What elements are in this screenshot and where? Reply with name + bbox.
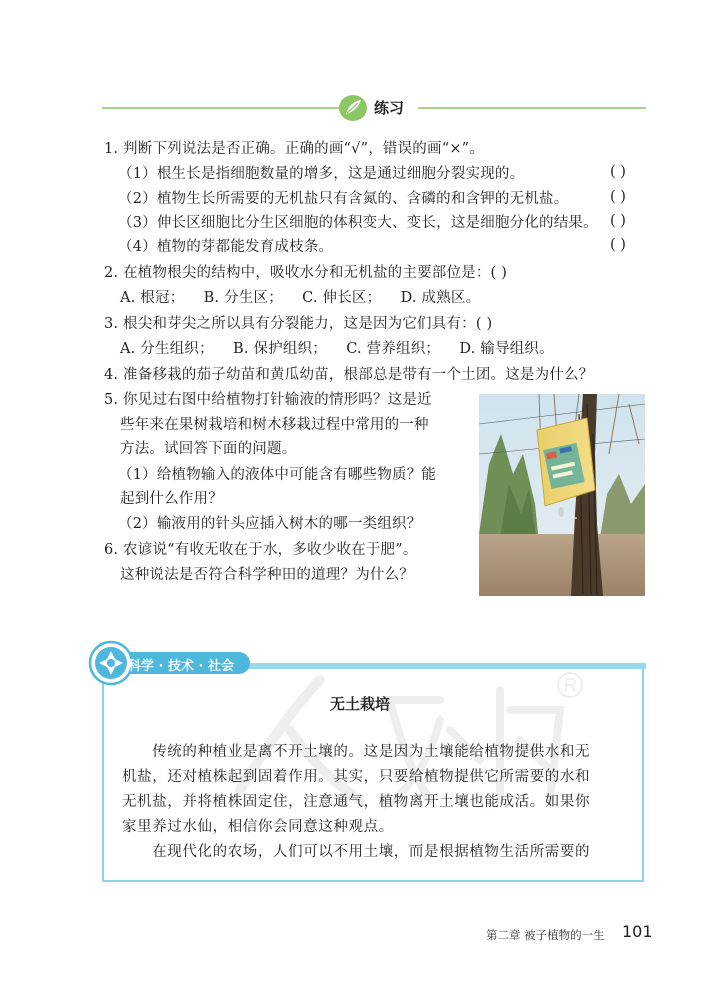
- exercise-divider-right: [418, 107, 646, 109]
- sts-para-line-3: 无机盐，并将植株固定住，注意通气，植物离开土壤也能成活。如果你: [122, 794, 591, 810]
- q2-options: A. 根冠； B. 分生区； C. 伸长区； D. 成熟区。: [120, 290, 481, 306]
- sts-para-line-4: 家里养过水仙，相信你会同意这种观点。: [122, 819, 394, 835]
- q1-blank-3[interactable]: ( ): [610, 213, 626, 229]
- q1-item-2: （2）植物生长所需要的无机盐只有含氮的、含磷的和含钾的无机盐。: [118, 191, 569, 207]
- sts-para-line-1: 传统的种植业是离不开土壤的。这是因为土壤能给植物提供水和无: [122, 744, 591, 760]
- sts-title: 无土栽培: [329, 695, 390, 713]
- q2-stem: 2. 在植物根尖的结构中，吸收水分和无机盐的主要部位是：( ): [104, 265, 508, 281]
- tree-infusion-photo: [479, 394, 645, 596]
- pencil-leaf-icon: [338, 94, 368, 122]
- q1-blank-1[interactable]: ( ): [610, 164, 626, 180]
- page-number: 101: [622, 922, 653, 941]
- q1-item-1: （1）根生长是指细胞数量的增多，这是通过细胞分裂实现的。: [118, 166, 525, 182]
- q5-line-2: 些年来在果树栽培和树木移栽过程中常用的一种: [120, 417, 429, 433]
- footer-chapter: 第二章 被子植物的一生: [486, 928, 605, 942]
- exercise-title: 练习: [374, 99, 405, 117]
- q5-sub-1-cont: 起到什么作用？: [120, 491, 223, 507]
- q5-line-3: 方法。试回答下面的问题。: [120, 441, 297, 457]
- q1-blank-4[interactable]: ( ): [610, 237, 626, 253]
- sts-para-line-5: 在现代化的农场，人们可以不用土壤，而是根据植物生活所需要的: [122, 844, 591, 860]
- q1-blank-2[interactable]: ( ): [610, 189, 626, 205]
- q5-line-1: 5. 你见过右图中给植物打针输液的情形吗？这是近: [104, 392, 432, 408]
- q3-stem: 3. 根尖和芽尖之所以具有分裂能力，这是因为它们具有：( ): [104, 316, 493, 332]
- sts-label: 科学 · 技术 · 社会: [128, 659, 234, 674]
- q1-stem: 1. 判断下列说法是否正确。正确的画“√”，错误的画“×”。: [104, 141, 484, 157]
- q6-line-1: 6. 农谚说“有收无收在于水，多收少收在于肥”。: [104, 542, 418, 558]
- q5-sub-1: （1）给植物输入的液体中可能含有哪些物质？能: [118, 467, 437, 483]
- q4-stem: 4. 准备移栽的茄子幼苗和黄瓜幼苗，根部总是带有一个土团。这是为什么？: [104, 367, 594, 383]
- sts-para-line-2: 机盐，还对植株起到固着作用。其实，只要给植物提供它所需要的水和: [122, 769, 591, 785]
- q1-item-4: （4）植物的芽都能发育成枝条。: [118, 239, 334, 255]
- q1-item-3: （3）伸长区细胞比分生区细胞的体积变大、变长，这是细胞分化的结果。: [118, 215, 598, 231]
- q3-options: A. 分生组织； B. 保护组织； C. 营养组织； D. 输导组织。: [120, 341, 554, 357]
- q6-line-2: 这种说法是否符合科学种田的道理？为什么？: [120, 567, 414, 583]
- q5-sub-2: （2）输液用的针头应插入树木的哪一类组织？: [118, 516, 422, 532]
- exercise-divider-left: [102, 107, 340, 109]
